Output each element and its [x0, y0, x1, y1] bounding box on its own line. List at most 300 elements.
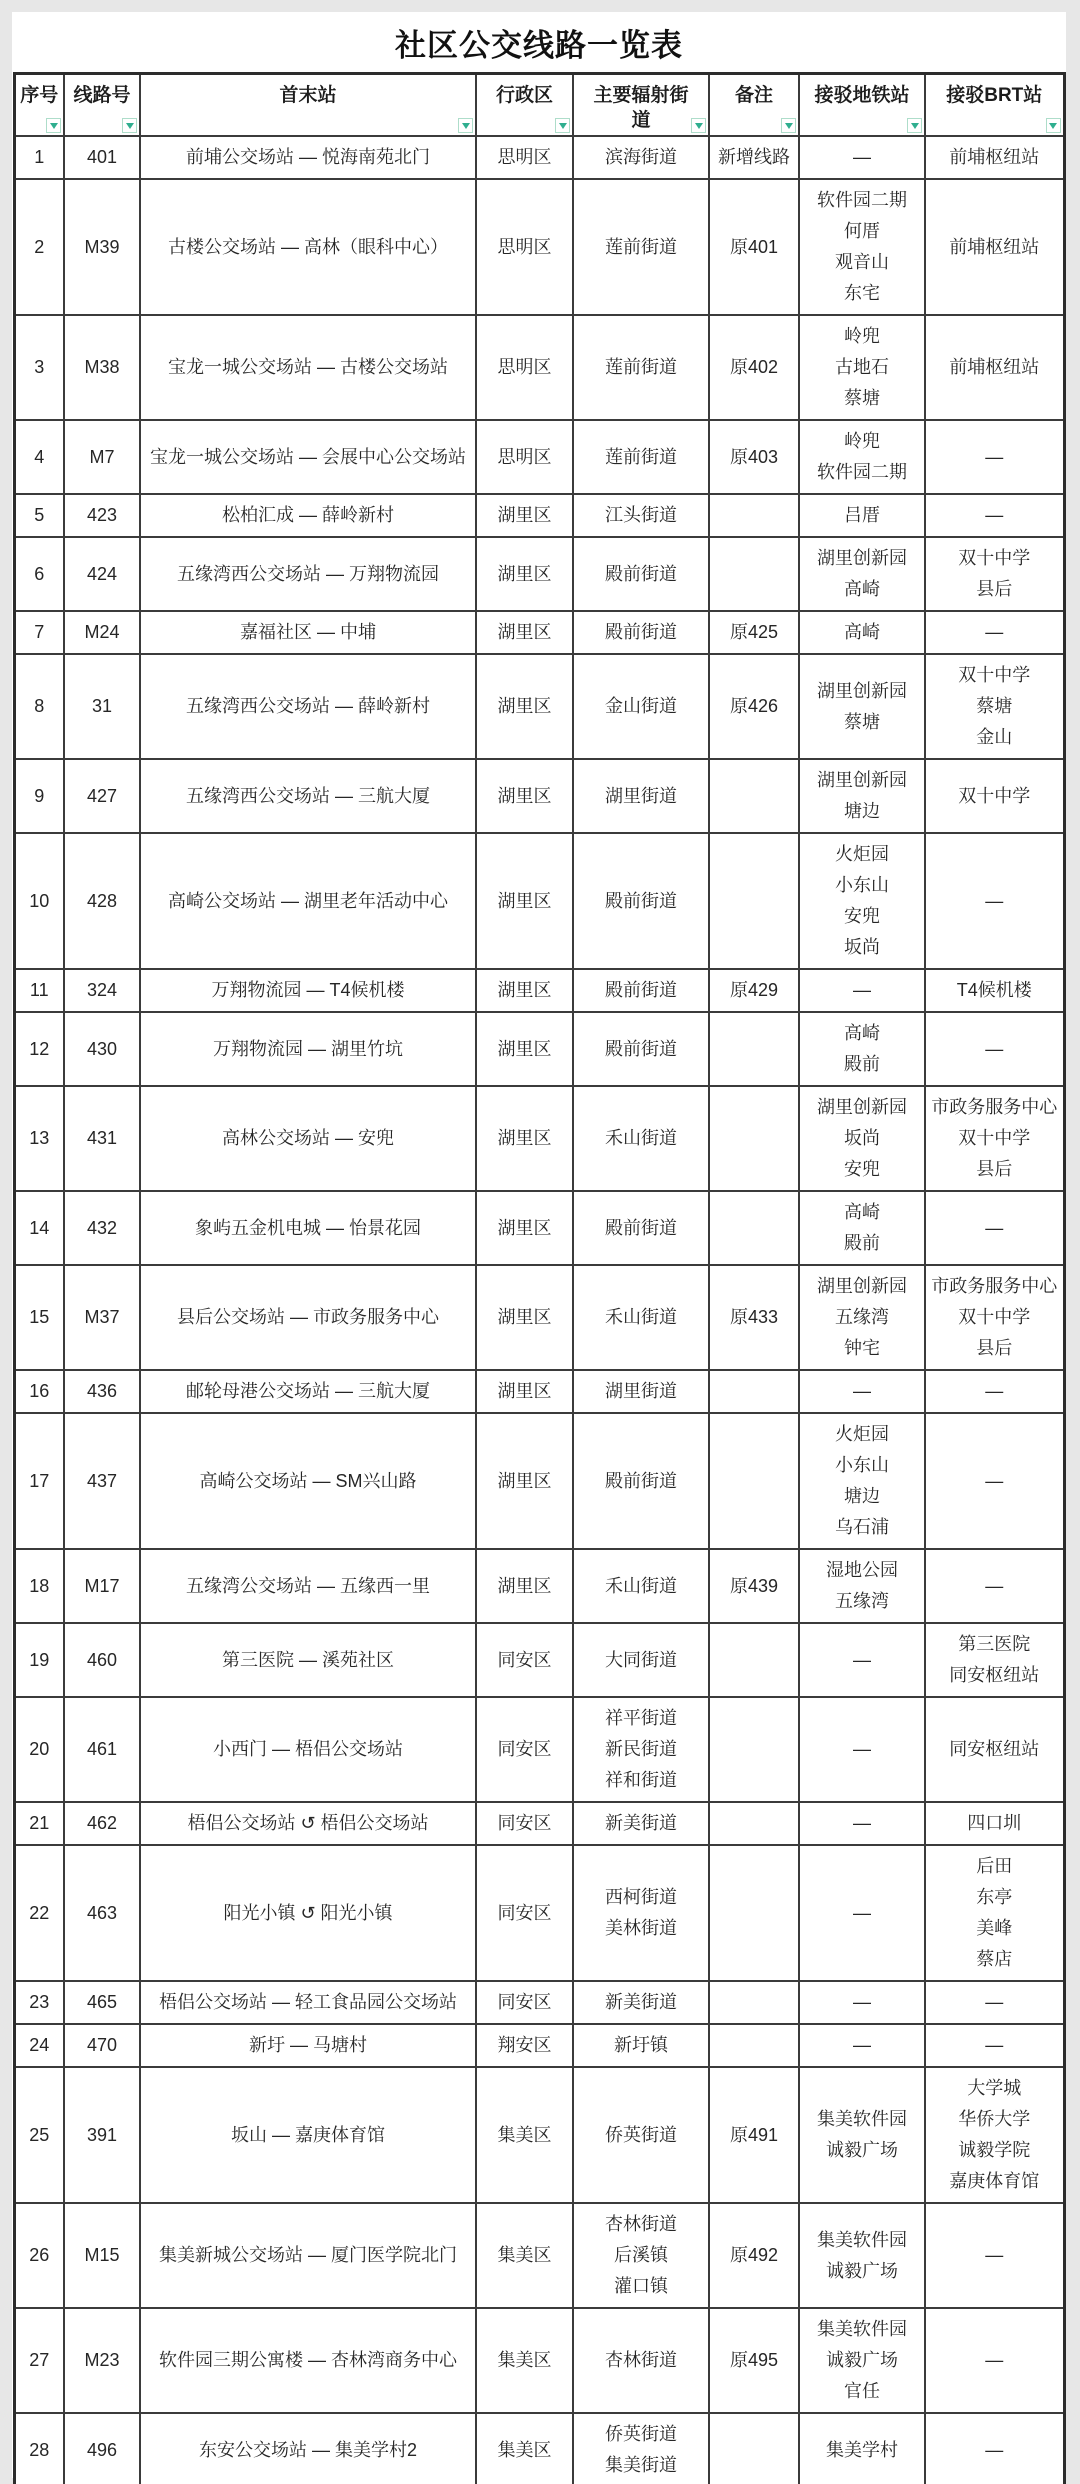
cell-metro-stations	[799, 1191, 925, 1265]
cell-line: M39	[84, 236, 120, 257]
cell-streets	[573, 1265, 709, 1370]
cell-brt-stations	[925, 420, 1064, 494]
cell-line: 原425	[729, 622, 779, 642]
cell-brt-stations	[925, 1012, 1064, 1086]
table-row	[14, 2024, 1064, 2067]
cell-index	[14, 2203, 64, 2308]
cell-line: 原429	[729, 980, 779, 1000]
cell-streets	[573, 2308, 709, 2413]
cell-index	[14, 654, 64, 759]
cell-index	[14, 1845, 64, 1981]
table-row	[14, 1549, 1064, 1623]
cell-line: 火炬园	[835, 1424, 889, 1444]
cell-line: 五缘湾	[835, 1591, 889, 1611]
cell-line: M38	[84, 357, 120, 377]
column-header-label: 线路号	[73, 85, 131, 106]
cell-line	[713, 886, 795, 917]
cell-line: 4	[34, 446, 45, 467]
cell-line: 462	[86, 1813, 118, 1833]
cell-line: —	[853, 1381, 871, 1401]
cell-line: 东安公交场站 — 集美学村2	[198, 2439, 417, 2460]
cell-line: 新美街道	[605, 1992, 677, 2012]
cell-line: —	[853, 1992, 871, 2012]
cell-brt-stations	[925, 833, 1064, 969]
cell-stations	[140, 315, 476, 420]
cell-line: 2	[34, 236, 45, 257]
cell-note	[709, 1802, 799, 1845]
table-row	[14, 136, 1064, 179]
cell-brt-stations	[925, 1086, 1064, 1191]
cell-note	[709, 833, 799, 969]
table-row	[14, 1845, 1064, 1981]
cell-stations	[140, 1623, 476, 1697]
cell-line: 前埔枢纽站	[949, 357, 1040, 377]
cell-line: 宝龙一城公交场站 — 古楼公交场站	[167, 357, 448, 377]
cell-line	[713, 1645, 795, 1676]
cell-note	[709, 1370, 799, 1413]
cell-district	[476, 136, 573, 179]
cell-index	[14, 315, 64, 420]
cell-brt-stations	[925, 969, 1064, 1012]
filter-dropdown-icon[interactable]	[458, 118, 473, 133]
cell-brt-stations	[925, 1413, 1064, 1549]
cell-line: 15	[29, 1307, 50, 1327]
column-header-streets	[573, 74, 709, 137]
cell-note	[709, 494, 799, 537]
cell-index	[14, 1413, 64, 1549]
cell-line: —	[985, 446, 1004, 467]
table-row	[14, 2203, 1064, 2308]
cell-note	[709, 969, 799, 1012]
cell-index	[14, 2067, 64, 2203]
table-row	[14, 1086, 1064, 1191]
cell-brt-stations	[925, 494, 1064, 537]
cell-line: 湖里区	[497, 1470, 552, 1491]
table-row	[14, 1191, 1064, 1265]
cell-line: 软件园二期	[817, 190, 907, 210]
table-row	[14, 537, 1064, 611]
cell-streets	[573, 420, 709, 494]
cell-district	[476, 969, 573, 1012]
cell-stations	[140, 2024, 476, 2067]
cell-route-number	[64, 1265, 140, 1370]
cell-line: 460	[86, 1649, 118, 1670]
cell-line: —	[853, 980, 871, 1000]
cell-line: 美林街道	[605, 1918, 677, 1938]
cell-metro-stations	[799, 759, 925, 833]
cell-stations	[140, 2067, 476, 2203]
cell-stations	[140, 1802, 476, 1845]
cell-route-number	[64, 1549, 140, 1623]
cell-line: 何厝	[844, 221, 880, 241]
cell-line: 思明区	[497, 446, 552, 467]
cell-streets	[573, 1697, 709, 1802]
cell-line: 诚毅广场	[826, 2260, 898, 2281]
cell-route-number	[64, 1697, 140, 1802]
column-header-label: 备注	[734, 85, 773, 106]
cell-line: —	[985, 1381, 1004, 1401]
cell-line: 新圩镇	[614, 2035, 668, 2055]
cell-line: 坂尚	[844, 937, 880, 957]
cell-line: 诚毅学院	[958, 2140, 1031, 2160]
cell-note	[709, 1265, 799, 1370]
table-row	[14, 1697, 1064, 1802]
cell-stations	[140, 1697, 476, 1802]
cell-line: 湖里街道	[605, 1381, 677, 1401]
cell-note	[709, 2024, 799, 2067]
cell-route-number	[64, 969, 140, 1012]
cell-streets	[573, 1981, 709, 2024]
cell-metro-stations	[799, 2067, 925, 2203]
cell-metro-stations	[799, 494, 925, 537]
cell-line: 湖里创新园	[817, 770, 907, 790]
cell-line: 县后公交场站 — 市政务服务中心	[176, 1307, 439, 1327]
cell-line: 诚毅广场	[826, 2350, 898, 2370]
cell-metro-stations	[799, 1981, 925, 2024]
cell-brt-stations	[925, 1191, 1064, 1265]
filter-dropdown-icon[interactable]	[46, 118, 61, 133]
table-row	[14, 833, 1064, 969]
cell-line: 大同街道	[605, 1649, 677, 1670]
cell-district	[476, 537, 573, 611]
cell-line: 殿前	[844, 1054, 880, 1074]
cell-streets	[573, 1012, 709, 1086]
cell-route-number	[64, 1845, 140, 1981]
cell-brt-stations	[925, 2024, 1064, 2067]
cell-stations	[140, 2413, 476, 2484]
cell-line: 殿前街道	[605, 563, 677, 584]
column-header-label: 首末站	[279, 85, 337, 106]
header-row	[14, 74, 1064, 137]
cell-line: 思明区	[497, 357, 552, 377]
cell-streets	[573, 759, 709, 833]
cell-district	[476, 1012, 573, 1086]
cell-line: 16	[29, 1381, 50, 1401]
cell-brt-stations	[925, 315, 1064, 420]
cell-stations	[140, 1845, 476, 1981]
cell-line: 第三医院 — 溪苑社区	[221, 1649, 394, 1670]
cell-note	[709, 1191, 799, 1265]
cell-line: 高崎	[844, 1202, 880, 1222]
cell-line: 原426	[729, 696, 779, 716]
cell-line: 蔡店	[976, 1949, 1013, 1969]
cell-metro-stations	[799, 654, 925, 759]
cell-stations	[140, 494, 476, 537]
cell-line: 湖里区	[497, 1575, 552, 1596]
cell-metro-stations	[799, 1697, 925, 1802]
cell-line: 461	[86, 1739, 118, 1759]
cell-line: 第三医院	[958, 1634, 1031, 1654]
cell-line: 432	[86, 1217, 118, 1238]
cell-stations	[140, 136, 476, 179]
cell-line: 万翔物流园 — 湖里竹坑	[212, 1038, 403, 1059]
cell-stations	[140, 1981, 476, 2024]
cell-line: 前埔枢纽站	[949, 236, 1040, 257]
cell-metro-stations	[799, 1845, 925, 1981]
cell-index	[14, 136, 64, 179]
cell-line: 12	[29, 1038, 50, 1059]
cell-line: T4候机楼	[956, 980, 1032, 1000]
cell-line: 同安枢纽站	[949, 1665, 1040, 1685]
cell-line: 463	[86, 1902, 118, 1923]
table-row	[14, 1981, 1064, 2024]
cell-streets	[573, 537, 709, 611]
cell-metro-stations	[799, 136, 925, 179]
cell-note	[709, 179, 799, 315]
cell-index	[14, 833, 64, 969]
cell-metro-stations	[799, 2024, 925, 2067]
cell-line: M17	[84, 1575, 120, 1596]
cell-line: 集美学村	[826, 2439, 898, 2460]
cell-brt-stations	[925, 136, 1064, 179]
cell-line: 湖里区	[497, 1128, 552, 1148]
cell-line: 湖里区	[497, 980, 552, 1000]
cell-line: 27	[29, 2350, 50, 2370]
cell-streets	[573, 1845, 709, 1981]
table-row	[14, 1012, 1064, 1086]
cell-line: 东亭	[976, 1887, 1013, 1907]
cell-line: 26	[29, 2245, 50, 2265]
cell-line: 华侨大学	[958, 2109, 1031, 2129]
cell-metro-stations	[799, 1012, 925, 1086]
table-row	[14, 420, 1064, 494]
cell-stations	[140, 654, 476, 759]
cell-line: 乌石浦	[835, 1517, 889, 1537]
cell-line: 湖里区	[497, 563, 552, 584]
cell-line: 1	[34, 147, 45, 167]
cell-district	[476, 179, 573, 315]
cell-streets	[573, 833, 709, 969]
cell-line: 五缘湾	[835, 1307, 889, 1327]
cell-line: 原403	[729, 446, 779, 467]
cell-line: 20	[29, 1739, 50, 1759]
cell-line: —	[853, 1739, 871, 1759]
cell-line: 集美软件园	[817, 2319, 907, 2339]
cell-line: 31	[91, 696, 113, 716]
cell-streets	[573, 1802, 709, 1845]
filter-dropdown-icon[interactable]	[555, 118, 570, 133]
cell-stations	[140, 537, 476, 611]
cell-line: 江头街道	[605, 505, 677, 525]
cell-line: —	[853, 2035, 871, 2055]
cell-line: 塘边	[844, 801, 880, 821]
cell-route-number	[64, 1981, 140, 2024]
cell-line: 高崎	[844, 622, 880, 642]
cell-brt-stations	[925, 2203, 1064, 2308]
cell-line: 殿前街道	[605, 890, 677, 911]
cell-line: 五缘湾西公交场站 — 三航大厦	[185, 785, 430, 806]
table-row	[14, 2413, 1064, 2484]
cell-route-number	[64, 2203, 140, 2308]
cell-index	[14, 537, 64, 611]
cell-route-number	[64, 654, 140, 759]
cell-line: 8	[34, 696, 45, 716]
cell-line: 21	[29, 1813, 50, 1833]
cell-route-number	[64, 1623, 140, 1697]
cell-index	[14, 1086, 64, 1191]
cell-brt-stations	[925, 1265, 1064, 1370]
cell-line: 湖里区	[497, 1217, 552, 1238]
filter-dropdown-icon[interactable]	[1046, 118, 1061, 133]
cell-line: —	[985, 1470, 1004, 1491]
filter-dropdown-icon[interactable]	[907, 118, 922, 133]
cell-brt-stations	[925, 2413, 1064, 2484]
cell-line	[713, 1987, 795, 2018]
cell-district	[476, 611, 573, 654]
cell-line: M15	[84, 2245, 120, 2265]
cell-route-number	[64, 1370, 140, 1413]
cell-line	[713, 1034, 795, 1065]
cell-line: 湿地公园	[826, 1560, 898, 1580]
cell-metro-stations	[799, 2413, 925, 2484]
cell-line: 软件园三期公寓楼 — 杏林湾商务中心	[158, 2350, 457, 2370]
cell-index	[14, 2024, 64, 2067]
cell-line: 470	[86, 2035, 118, 2055]
cell-line: 原433	[729, 1307, 779, 1327]
cell-line: 高崎公交场站 — SM兴山路	[199, 1470, 417, 1491]
cell-line: 殿前街道	[605, 622, 677, 642]
cell-district	[476, 2413, 573, 2484]
cell-line: 湖里创新园	[817, 1276, 907, 1296]
cell-line: 427	[86, 785, 118, 806]
cell-line: M37	[84, 1307, 120, 1327]
cell-line: 双十中学	[958, 1307, 1031, 1327]
table-row	[14, 1370, 1064, 1413]
cell-line	[713, 1898, 795, 1929]
cell-metro-stations	[799, 179, 925, 315]
cell-line: 莲前街道	[605, 357, 677, 377]
cell-line: —	[853, 1902, 871, 1923]
cell-brt-stations	[925, 1697, 1064, 1802]
cell-route-number	[64, 1413, 140, 1549]
cell-brt-stations	[925, 1845, 1064, 1981]
cell-line: 原491	[729, 2124, 779, 2145]
cell-line: 同安区	[497, 1902, 552, 1923]
cell-streets	[573, 315, 709, 420]
filter-dropdown-icon[interactable]	[781, 118, 796, 133]
cell-line: 465	[86, 1992, 118, 2012]
cell-index	[14, 1191, 64, 1265]
cell-route-number	[64, 2067, 140, 2203]
cell-note	[709, 1549, 799, 1623]
cell-line: 古地石	[835, 357, 889, 377]
filter-dropdown-icon[interactable]	[122, 118, 137, 133]
cell-line: 五缘湾西公交场站 — 万翔物流园	[176, 563, 439, 584]
cell-district	[476, 2308, 573, 2413]
cell-stations	[140, 1265, 476, 1370]
cell-brt-stations	[925, 1802, 1064, 1845]
cell-line: 双十中学	[958, 548, 1031, 568]
cell-line: 火炬园	[835, 844, 889, 864]
cell-route-number	[64, 1802, 140, 1845]
cell-brt-stations	[925, 537, 1064, 611]
cell-line: 19	[29, 1649, 50, 1670]
cell-note	[709, 759, 799, 833]
table-row	[14, 1623, 1064, 1697]
cell-line: M7	[89, 446, 115, 467]
cell-brt-stations	[925, 2308, 1064, 2413]
cell-line: 前埔公交场站 — 悦海南苑北门	[185, 147, 430, 167]
table-row	[14, 1802, 1064, 1845]
cell-metro-stations	[799, 833, 925, 969]
cell-route-number	[64, 136, 140, 179]
cell-line: 古楼公交场站 — 高林（眼科中心）	[167, 236, 448, 257]
cell-district	[476, 1086, 573, 1191]
cell-line: 钟宅	[844, 1338, 880, 1358]
cell-note	[709, 2203, 799, 2308]
column-header-route-number	[64, 74, 140, 137]
cell-note	[709, 654, 799, 759]
cell-line: 莲前街道	[605, 446, 677, 467]
cell-route-number	[64, 1191, 140, 1265]
cell-note	[709, 2413, 799, 2484]
cell-line: M23	[84, 2350, 120, 2370]
cell-line: —	[853, 147, 871, 167]
cell-district	[476, 1845, 573, 1981]
cell-line: 13	[29, 1128, 50, 1148]
cell-line: 湖里区	[497, 1038, 552, 1059]
cell-line	[713, 1376, 795, 1407]
filter-dropdown-icon[interactable]	[691, 118, 706, 133]
cell-line: —	[853, 1813, 871, 1833]
cell-line: 殿前街道	[605, 1470, 677, 1491]
cell-brt-stations	[925, 1981, 1064, 2024]
cell-index	[14, 611, 64, 654]
cell-line: 殿前街道	[605, 980, 677, 1000]
cell-route-number	[64, 315, 140, 420]
cell-line: 同安区	[497, 1992, 552, 2012]
cell-line: 同安区	[497, 1649, 552, 1670]
cell-line: 湖里区	[497, 1307, 552, 1327]
cell-line: 23	[29, 1992, 50, 2012]
cell-line: 14	[29, 1217, 50, 1238]
cell-route-number	[64, 1012, 140, 1086]
cell-district	[476, 654, 573, 759]
cell-route-number	[64, 1086, 140, 1191]
cell-streets	[573, 1549, 709, 1623]
cell-line: 同安区	[497, 1813, 552, 1833]
cell-streets	[573, 179, 709, 315]
cell-route-number	[64, 494, 140, 537]
cell-streets	[573, 611, 709, 654]
cell-line: 嘉庚体育馆	[949, 2171, 1040, 2191]
page-title: 社区公交线路一览表	[395, 28, 683, 63]
cell-line: 诚毅广场	[826, 2140, 898, 2160]
table-row	[14, 2067, 1064, 2203]
cell-district	[476, 1549, 573, 1623]
cell-line: 市政务服务中心	[931, 1097, 1058, 1117]
cell-note	[709, 136, 799, 179]
cell-line	[713, 1808, 795, 1839]
cell-index	[14, 1265, 64, 1370]
cell-line: 28	[29, 2439, 50, 2460]
cell-line: 杏林街道	[605, 2214, 677, 2234]
cell-line: 423	[86, 505, 118, 525]
cell-line: 25	[29, 2124, 50, 2145]
cell-route-number	[64, 833, 140, 969]
cell-stations	[140, 1370, 476, 1413]
cell-district	[476, 1370, 573, 1413]
cell-note	[709, 537, 799, 611]
cell-line: 蔡塘	[844, 388, 880, 408]
cell-note	[709, 1086, 799, 1191]
table-row	[14, 1413, 1064, 1549]
cell-line: 原401	[729, 236, 779, 257]
cell-line: —	[985, 1575, 1004, 1596]
cell-line	[713, 1466, 795, 1497]
cell-line: 391	[86, 2124, 118, 2145]
cell-line: 莲前街道	[605, 236, 677, 257]
